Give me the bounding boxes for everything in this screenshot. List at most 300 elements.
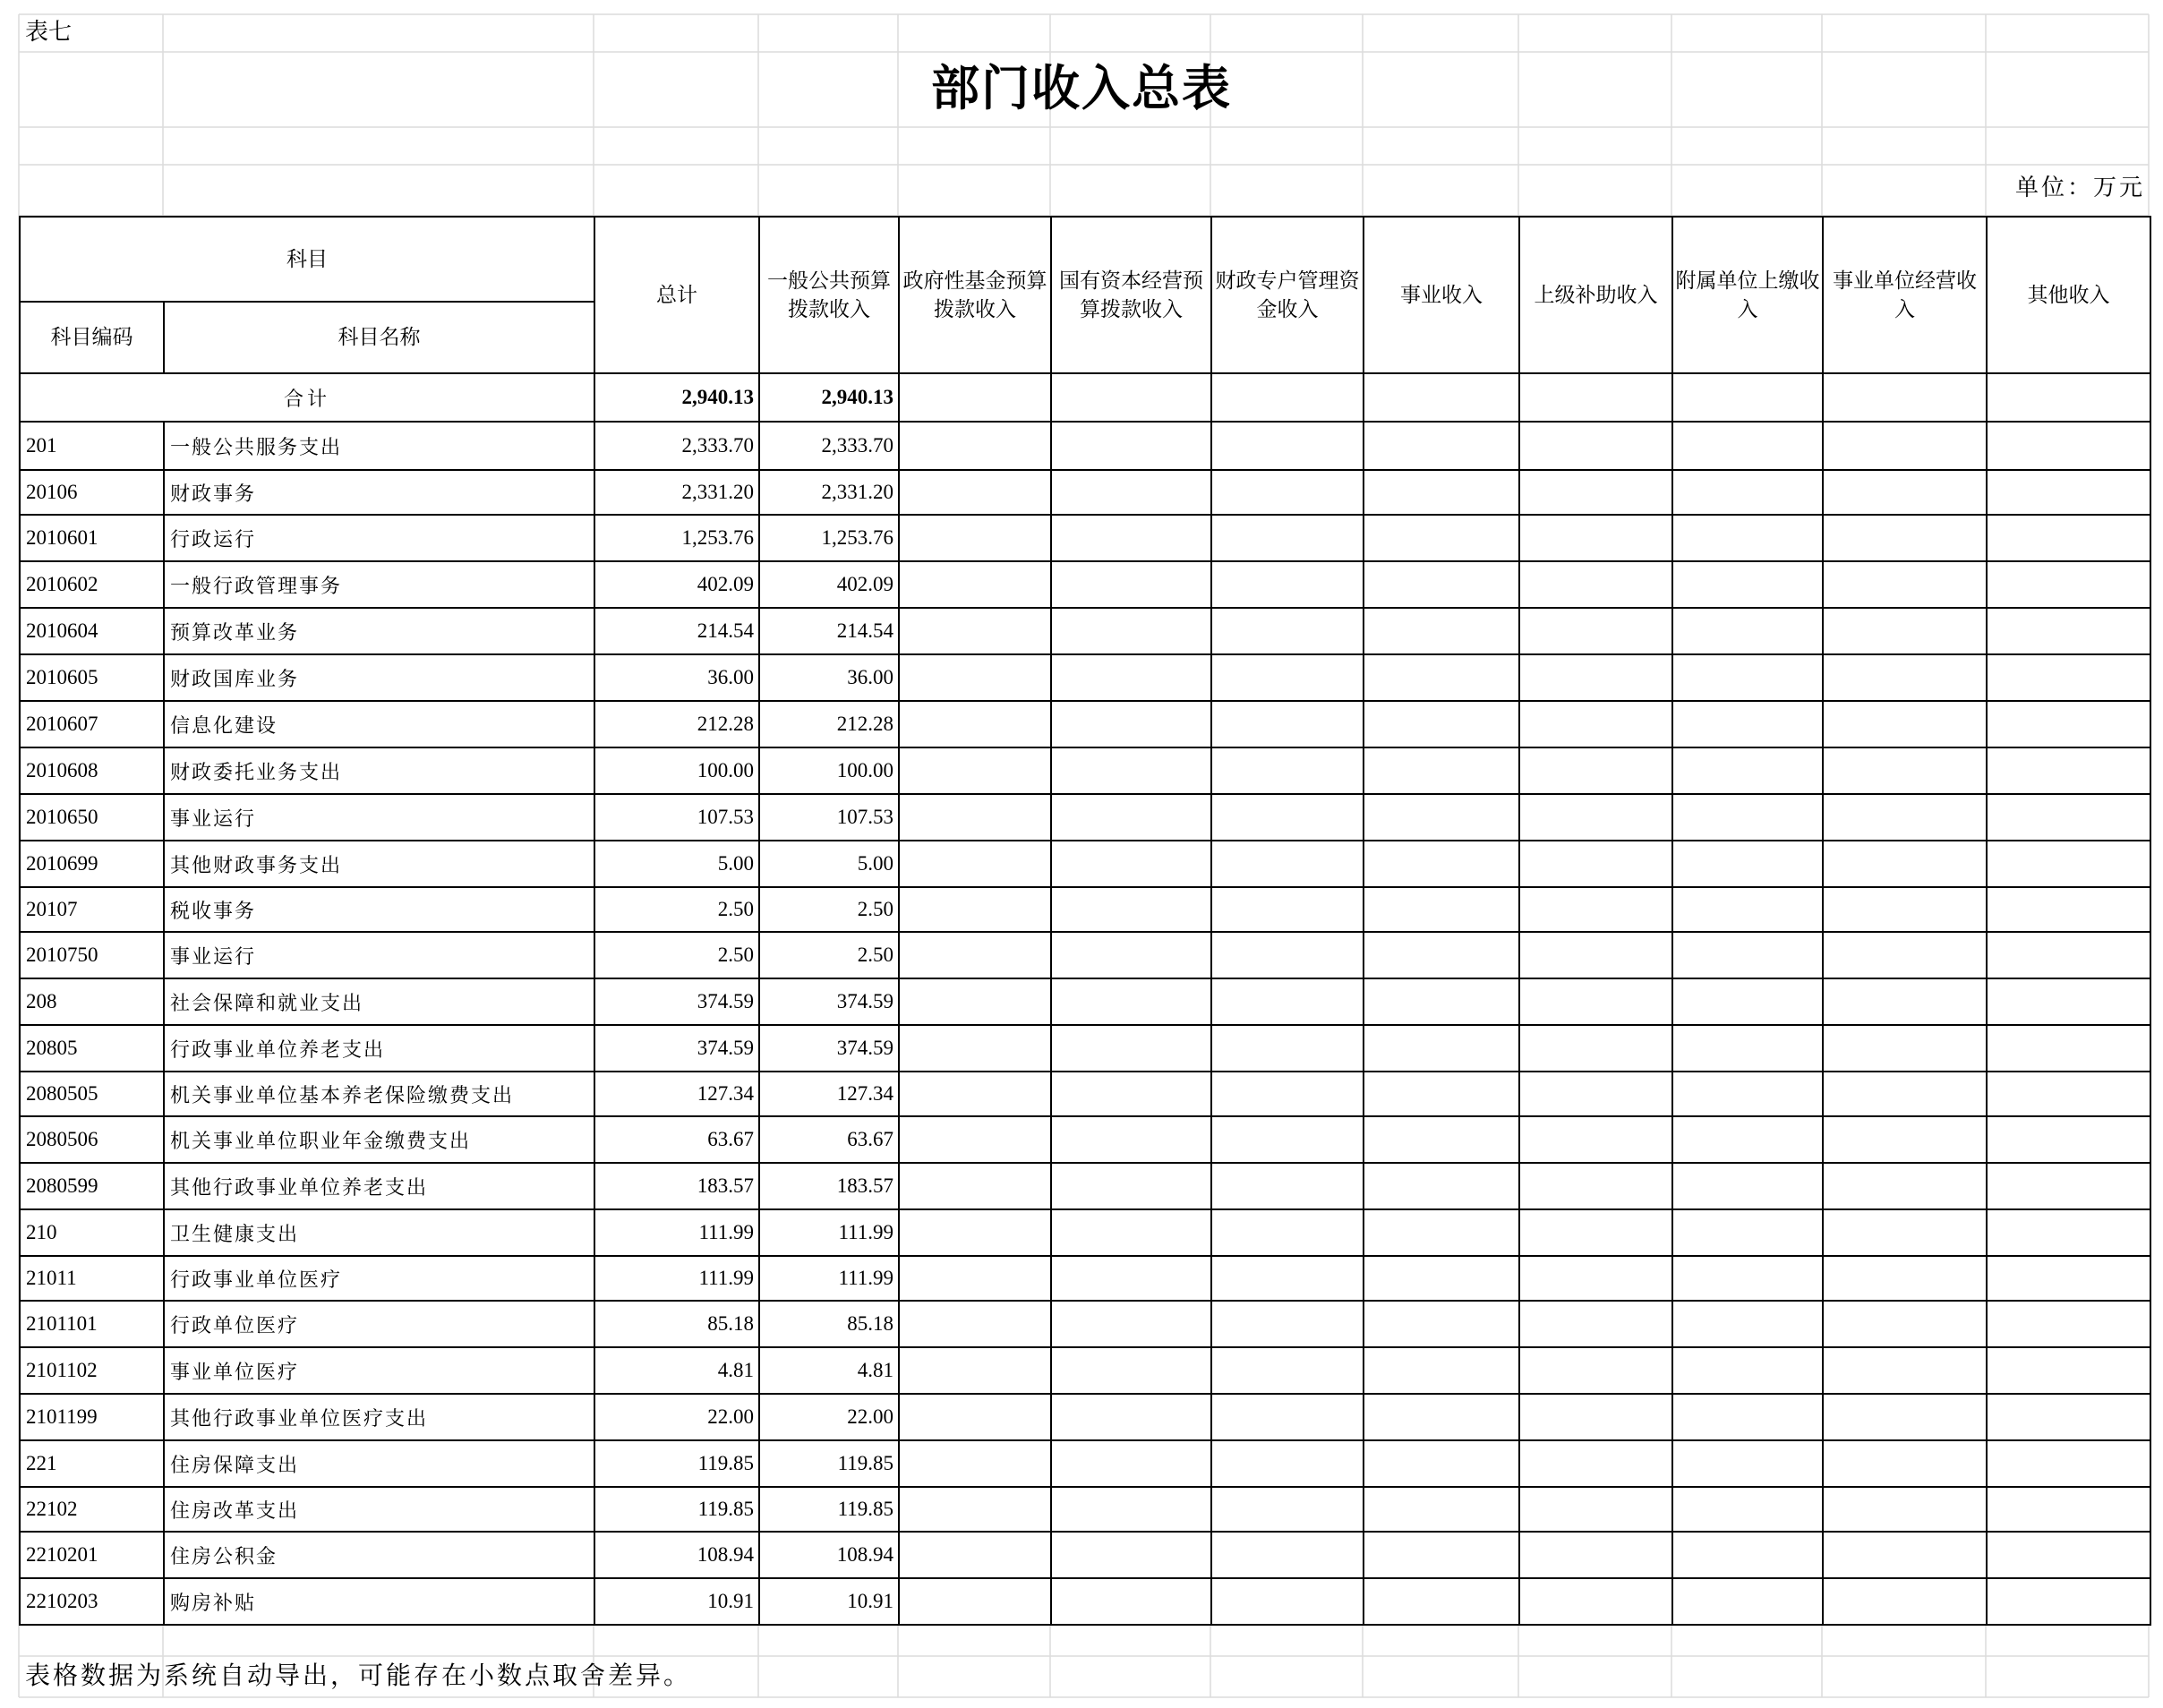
header-total: 总计 bbox=[594, 217, 759, 373]
row-empty-cell bbox=[1672, 422, 1823, 470]
row-empty-cell bbox=[1823, 1487, 1987, 1532]
row-empty-cell bbox=[1364, 608, 1519, 654]
table-row bbox=[20, 1347, 2150, 1394]
row-empty-cell bbox=[1987, 1256, 2150, 1301]
row-empty-cell bbox=[1364, 978, 1519, 1025]
row-general-budget: 127.34 bbox=[759, 1072, 899, 1116]
row-empty-cell bbox=[1211, 1301, 1364, 1347]
row-empty-cell bbox=[1987, 654, 2150, 701]
row-empty-cell bbox=[1823, 1025, 1987, 1072]
table-row bbox=[20, 1578, 2150, 1625]
row-empty-cell bbox=[1987, 841, 2150, 887]
row-empty-cell bbox=[1364, 701, 1519, 747]
header-other-income: 其他收入 bbox=[1987, 217, 2150, 373]
total-label: 合计 bbox=[20, 373, 594, 422]
row-empty-cell bbox=[1519, 701, 1672, 747]
table-row bbox=[20, 1440, 2150, 1487]
row-name: 其他行政事业单位医疗支出 bbox=[164, 1394, 594, 1440]
row-total: 85.18 bbox=[594, 1301, 759, 1347]
row-code: 2010601 bbox=[20, 515, 164, 561]
row-general-budget: 119.85 bbox=[759, 1440, 899, 1487]
row-empty-cell bbox=[1364, 561, 1519, 608]
row-empty-cell bbox=[1519, 1116, 1672, 1163]
row-empty-cell bbox=[1051, 1072, 1211, 1116]
row-empty-cell bbox=[1211, 978, 1364, 1025]
table-row bbox=[20, 841, 2150, 887]
row-empty-cell bbox=[899, 1072, 1051, 1116]
row-total: 374.59 bbox=[594, 1025, 759, 1072]
row-empty-cell bbox=[899, 841, 1051, 887]
row-empty-cell bbox=[1672, 747, 1823, 794]
header-special-account: 财政专户管理资金收入 bbox=[1211, 217, 1364, 373]
row-empty-cell bbox=[1519, 1440, 1672, 1487]
row-empty-cell bbox=[1211, 470, 1364, 515]
row-general-budget: 119.85 bbox=[759, 1487, 899, 1532]
row-empty-cell bbox=[899, 1532, 1051, 1578]
table-row bbox=[20, 422, 2150, 470]
row-general-budget: 5.00 bbox=[759, 841, 899, 887]
row-general-budget: 2.50 bbox=[759, 932, 899, 978]
row-general-budget: 63.67 bbox=[759, 1116, 899, 1163]
row-empty-cell bbox=[1364, 654, 1519, 701]
row-general-budget: 111.99 bbox=[759, 1209, 899, 1256]
row-empty-cell bbox=[1672, 978, 1823, 1025]
row-empty-cell bbox=[1672, 608, 1823, 654]
row-total: 402.09 bbox=[594, 561, 759, 608]
row-code: 2101102 bbox=[20, 1347, 164, 1394]
row-code: 2010605 bbox=[20, 654, 164, 701]
row-name: 其他财政事务支出 bbox=[164, 841, 594, 887]
row-name: 财政委托业务支出 bbox=[164, 747, 594, 794]
table-row bbox=[20, 978, 2150, 1025]
row-code: 210 bbox=[20, 1209, 164, 1256]
row-empty-cell bbox=[899, 701, 1051, 747]
row-name: 一般行政管理事务 bbox=[164, 561, 594, 608]
row-empty-cell bbox=[1672, 1347, 1823, 1394]
row-general-budget: 183.57 bbox=[759, 1163, 899, 1209]
table-row bbox=[20, 654, 2150, 701]
row-empty-cell bbox=[1672, 701, 1823, 747]
row-empty-cell bbox=[1672, 1578, 1823, 1625]
row-empty-cell bbox=[1519, 841, 1672, 887]
row-empty-cell bbox=[1211, 1394, 1364, 1440]
row-empty-cell bbox=[1211, 701, 1364, 747]
row-empty-cell bbox=[1519, 1532, 1672, 1578]
row-empty-cell bbox=[1211, 932, 1364, 978]
row-empty-cell bbox=[1519, 422, 1672, 470]
row-name: 机关事业单位职业年金缴费支出 bbox=[164, 1116, 594, 1163]
row-empty-cell bbox=[1823, 1163, 1987, 1209]
row-total: 108.94 bbox=[594, 1532, 759, 1578]
row-empty-cell bbox=[1364, 1487, 1519, 1532]
row-name: 社会保障和就业支出 bbox=[164, 978, 594, 1025]
row-empty-cell bbox=[899, 1347, 1051, 1394]
row-empty-cell bbox=[1987, 561, 2150, 608]
row-empty-cell bbox=[1987, 1163, 2150, 1209]
row-name: 事业运行 bbox=[164, 932, 594, 978]
row-empty-cell bbox=[1987, 932, 2150, 978]
row-empty-cell bbox=[1987, 1116, 2150, 1163]
row-empty-cell bbox=[1211, 422, 1364, 470]
row-empty-cell bbox=[1051, 1163, 1211, 1209]
row-empty-cell bbox=[899, 608, 1051, 654]
row-name: 机关事业单位基本养老保险缴费支出 bbox=[164, 1072, 594, 1116]
row-general-budget: 22.00 bbox=[759, 1394, 899, 1440]
row-total: 63.67 bbox=[594, 1116, 759, 1163]
row-empty-cell bbox=[1987, 470, 2150, 515]
row-empty-cell bbox=[1051, 932, 1211, 978]
row-empty-cell bbox=[899, 1440, 1051, 1487]
row-empty-cell bbox=[1672, 932, 1823, 978]
row-general-budget: 214.54 bbox=[759, 608, 899, 654]
total-row bbox=[20, 373, 2150, 422]
row-name: 财政事务 bbox=[164, 470, 594, 515]
row-empty-cell bbox=[1987, 608, 2150, 654]
row-empty-cell bbox=[1672, 1163, 1823, 1209]
row-empty-cell bbox=[1672, 470, 1823, 515]
row-empty-cell bbox=[1364, 470, 1519, 515]
row-empty-cell bbox=[1211, 1347, 1364, 1394]
row-empty-cell bbox=[899, 932, 1051, 978]
row-empty-cell bbox=[1364, 1116, 1519, 1163]
row-empty-cell bbox=[1519, 470, 1672, 515]
row-empty-cell bbox=[1051, 1487, 1211, 1532]
table-row bbox=[20, 1072, 2150, 1116]
row-general-budget: 374.59 bbox=[759, 978, 899, 1025]
row-total: 111.99 bbox=[594, 1209, 759, 1256]
row-total: 2.50 bbox=[594, 887, 759, 932]
row-empty-cell bbox=[899, 1578, 1051, 1625]
row-empty-cell bbox=[1519, 1256, 1672, 1301]
row-total: 22.00 bbox=[594, 1394, 759, 1440]
row-empty-cell bbox=[1051, 1440, 1211, 1487]
row-name: 税收事务 bbox=[164, 887, 594, 932]
row-total: 5.00 bbox=[594, 841, 759, 887]
row-empty-cell bbox=[1051, 470, 1211, 515]
row-empty-cell bbox=[1987, 1025, 2150, 1072]
row-empty-cell bbox=[899, 978, 1051, 1025]
row-empty-cell bbox=[1987, 887, 2150, 932]
row-general-budget: 10.91 bbox=[759, 1578, 899, 1625]
row-code: 201 bbox=[20, 422, 164, 470]
row-empty-cell bbox=[1051, 1578, 1211, 1625]
table-row bbox=[20, 1532, 2150, 1578]
row-empty-cell bbox=[899, 1394, 1051, 1440]
row-empty-cell bbox=[1672, 1256, 1823, 1301]
row-empty-cell bbox=[1364, 1440, 1519, 1487]
row-empty-cell bbox=[1051, 1347, 1211, 1394]
table-row bbox=[20, 470, 2150, 515]
row-empty-cell bbox=[1987, 701, 2150, 747]
total-general-budget: 2,940.13 bbox=[759, 373, 899, 422]
row-total: 374.59 bbox=[594, 978, 759, 1025]
row-empty-cell bbox=[1823, 1347, 1987, 1394]
row-code: 22102 bbox=[20, 1487, 164, 1532]
row-empty-cell bbox=[1672, 1025, 1823, 1072]
row-empty-cell bbox=[1519, 1072, 1672, 1116]
row-empty-cell bbox=[1672, 841, 1823, 887]
row-code: 2010602 bbox=[20, 561, 164, 608]
row-empty-cell bbox=[899, 794, 1051, 841]
row-total: 111.99 bbox=[594, 1256, 759, 1301]
row-empty-cell bbox=[1987, 1440, 2150, 1487]
row-empty-cell bbox=[1823, 515, 1987, 561]
table-row bbox=[20, 794, 2150, 841]
row-empty-cell bbox=[899, 747, 1051, 794]
row-empty-cell bbox=[1364, 932, 1519, 978]
row-empty-cell bbox=[1211, 1072, 1364, 1116]
row-empty-cell bbox=[1211, 1487, 1364, 1532]
row-name: 一般公共服务支出 bbox=[164, 422, 594, 470]
row-code: 2010607 bbox=[20, 701, 164, 747]
row-name: 事业单位医疗 bbox=[164, 1347, 594, 1394]
row-empty-cell bbox=[1364, 1209, 1519, 1256]
row-total: 119.85 bbox=[594, 1440, 759, 1487]
row-code: 221 bbox=[20, 1440, 164, 1487]
row-empty-cell bbox=[1672, 654, 1823, 701]
row-empty-cell bbox=[1211, 654, 1364, 701]
header-subject-code: 科目编码 bbox=[20, 302, 164, 373]
row-code: 2010750 bbox=[20, 932, 164, 978]
row-empty-cell bbox=[899, 654, 1051, 701]
row-general-budget: 36.00 bbox=[759, 654, 899, 701]
row-empty-cell bbox=[1364, 1578, 1519, 1625]
row-code: 20106 bbox=[20, 470, 164, 515]
row-empty-cell bbox=[1823, 794, 1987, 841]
row-code: 20805 bbox=[20, 1025, 164, 1072]
row-empty-cell bbox=[1211, 747, 1364, 794]
row-empty-cell bbox=[1823, 1394, 1987, 1440]
row-empty-cell bbox=[1519, 1578, 1672, 1625]
row-empty-cell bbox=[1051, 1301, 1211, 1347]
table-row bbox=[20, 1163, 2150, 1209]
row-name: 信息化建设 bbox=[164, 701, 594, 747]
row-name: 购房补贴 bbox=[164, 1578, 594, 1625]
row-empty-cell bbox=[899, 1256, 1051, 1301]
row-total: 100.00 bbox=[594, 747, 759, 794]
row-empty-cell bbox=[1051, 1394, 1211, 1440]
table-row bbox=[20, 1025, 2150, 1072]
row-empty-cell bbox=[1364, 1347, 1519, 1394]
row-empty-cell bbox=[1364, 1072, 1519, 1116]
row-empty-cell bbox=[1519, 1394, 1672, 1440]
row-general-budget: 374.59 bbox=[759, 1025, 899, 1072]
row-empty-cell bbox=[1672, 1116, 1823, 1163]
table-row bbox=[20, 561, 2150, 608]
row-empty-cell bbox=[1211, 1163, 1364, 1209]
row-empty-cell bbox=[1823, 1116, 1987, 1163]
row-empty-cell bbox=[1051, 1532, 1211, 1578]
row-empty-cell bbox=[1211, 794, 1364, 841]
row-empty-cell bbox=[1051, 1116, 1211, 1163]
row-total: 2,331.20 bbox=[594, 470, 759, 515]
row-empty-cell bbox=[1051, 422, 1211, 470]
row-empty-cell bbox=[1519, 608, 1672, 654]
row-empty-cell bbox=[1987, 1072, 2150, 1116]
row-empty-cell bbox=[1823, 1440, 1987, 1487]
row-empty-cell bbox=[1519, 747, 1672, 794]
row-name: 行政运行 bbox=[164, 515, 594, 561]
row-general-budget: 2,331.20 bbox=[759, 470, 899, 515]
row-code: 2210201 bbox=[20, 1532, 164, 1578]
row-empty-cell bbox=[1211, 1256, 1364, 1301]
table-row bbox=[20, 1394, 2150, 1440]
row-empty-cell bbox=[1823, 747, 1987, 794]
row-code: 2080505 bbox=[20, 1072, 164, 1116]
table-row bbox=[20, 1116, 2150, 1163]
row-empty-cell bbox=[1519, 1163, 1672, 1209]
row-empty-cell bbox=[1051, 515, 1211, 561]
page-title: 部门收入总表 bbox=[931, 59, 1232, 116]
unit-label: 单位：万元 bbox=[2014, 175, 2145, 201]
row-empty-cell bbox=[1051, 747, 1211, 794]
row-empty-cell bbox=[1051, 841, 1211, 887]
row-empty-cell bbox=[1051, 608, 1211, 654]
row-code: 20107 bbox=[20, 887, 164, 932]
row-empty-cell bbox=[1519, 654, 1672, 701]
row-total: 119.85 bbox=[594, 1487, 759, 1532]
row-empty-cell bbox=[1051, 1209, 1211, 1256]
table-row bbox=[20, 887, 2150, 932]
table-row bbox=[20, 701, 2150, 747]
row-empty-cell bbox=[1672, 561, 1823, 608]
row-general-budget: 2,333.70 bbox=[759, 422, 899, 470]
row-empty-cell bbox=[899, 422, 1051, 470]
row-general-budget: 4.81 bbox=[759, 1347, 899, 1394]
row-empty-cell bbox=[1051, 1256, 1211, 1301]
row-name: 住房公积金 bbox=[164, 1532, 594, 1578]
row-general-budget: 107.53 bbox=[759, 794, 899, 841]
row-code: 2101199 bbox=[20, 1394, 164, 1440]
row-empty-cell bbox=[1823, 1256, 1987, 1301]
row-name: 行政单位医疗 bbox=[164, 1301, 594, 1347]
row-empty-cell bbox=[1672, 1394, 1823, 1440]
row-empty-cell bbox=[1987, 978, 2150, 1025]
row-total: 212.28 bbox=[594, 701, 759, 747]
row-total: 183.57 bbox=[594, 1163, 759, 1209]
header-government-fund: 政府性基金预算拨款收入 bbox=[899, 217, 1051, 373]
row-empty-cell bbox=[1987, 794, 2150, 841]
row-total: 10.91 bbox=[594, 1578, 759, 1625]
row-total: 2,333.70 bbox=[594, 422, 759, 470]
row-empty-cell bbox=[1364, 1256, 1519, 1301]
row-empty-cell bbox=[1364, 422, 1519, 470]
row-code: 2010650 bbox=[20, 794, 164, 841]
sheet-label: 表七 bbox=[25, 19, 73, 46]
row-empty-cell bbox=[1211, 515, 1364, 561]
row-total: 1,253.76 bbox=[594, 515, 759, 561]
row-total: 107.53 bbox=[594, 794, 759, 841]
header-business-operation: 事业单位经营收入 bbox=[1823, 217, 1987, 373]
footer-note: 表格数据为系统自动导出，可能存在小数点取舍差异。 bbox=[25, 1661, 692, 1690]
row-empty-cell bbox=[1519, 1209, 1672, 1256]
row-empty-cell bbox=[1364, 1301, 1519, 1347]
row-total: 4.81 bbox=[594, 1347, 759, 1394]
row-empty-cell bbox=[1051, 654, 1211, 701]
header-general-budget: 一般公共预算拨款收入 bbox=[759, 217, 899, 373]
row-empty-cell bbox=[1823, 470, 1987, 515]
row-empty-cell bbox=[1987, 422, 2150, 470]
header-superior-subsidy: 上级补助收入 bbox=[1519, 217, 1672, 373]
row-empty-cell bbox=[1519, 932, 1672, 978]
row-empty-cell bbox=[1211, 1116, 1364, 1163]
row-empty-cell bbox=[1823, 1532, 1987, 1578]
row-empty-cell bbox=[1211, 1578, 1364, 1625]
header-state-capital: 国有资本经营预算拨款收入 bbox=[1051, 217, 1211, 373]
row-empty-cell bbox=[1364, 515, 1519, 561]
row-name: 预算改革业务 bbox=[164, 608, 594, 654]
row-empty-cell bbox=[1519, 978, 1672, 1025]
row-empty-cell bbox=[1823, 841, 1987, 887]
row-code: 2210203 bbox=[20, 1578, 164, 1625]
row-code: 2080599 bbox=[20, 1163, 164, 1209]
row-empty-cell bbox=[1672, 1072, 1823, 1116]
row-empty-cell bbox=[1823, 887, 1987, 932]
row-empty-cell bbox=[1987, 1301, 2150, 1347]
row-empty-cell bbox=[1211, 1025, 1364, 1072]
row-empty-cell bbox=[1672, 1487, 1823, 1532]
row-empty-cell bbox=[1823, 932, 1987, 978]
row-code: 2010604 bbox=[20, 608, 164, 654]
row-code: 2101101 bbox=[20, 1301, 164, 1347]
row-empty-cell bbox=[1987, 1209, 2150, 1256]
row-empty-cell bbox=[1987, 1347, 2150, 1394]
row-empty-cell bbox=[1823, 422, 1987, 470]
row-empty-cell bbox=[1364, 794, 1519, 841]
row-code: 208 bbox=[20, 978, 164, 1025]
table-row bbox=[20, 1209, 2150, 1256]
row-name: 住房保障支出 bbox=[164, 1440, 594, 1487]
row-name: 行政事业单位医疗 bbox=[164, 1256, 594, 1301]
row-empty-cell bbox=[1519, 887, 1672, 932]
row-empty-cell bbox=[1519, 1487, 1672, 1532]
row-code: 2010608 bbox=[20, 747, 164, 794]
row-empty-cell bbox=[1211, 1440, 1364, 1487]
row-empty-cell bbox=[1211, 1532, 1364, 1578]
row-general-budget: 1,253.76 bbox=[759, 515, 899, 561]
row-empty-cell bbox=[1672, 887, 1823, 932]
row-empty-cell bbox=[1364, 1394, 1519, 1440]
header-subject-name: 科目名称 bbox=[164, 302, 594, 373]
row-empty-cell bbox=[1672, 1532, 1823, 1578]
row-empty-cell bbox=[899, 1487, 1051, 1532]
row-empty-cell bbox=[1823, 608, 1987, 654]
row-empty-cell bbox=[1519, 515, 1672, 561]
row-general-budget: 2.50 bbox=[759, 887, 899, 932]
row-empty-cell bbox=[1823, 1578, 1987, 1625]
row-general-budget: 111.99 bbox=[759, 1256, 899, 1301]
row-empty-cell bbox=[899, 1209, 1051, 1256]
income-summary-table bbox=[19, 216, 2151, 1626]
table-row bbox=[20, 1256, 2150, 1301]
row-empty-cell bbox=[1672, 515, 1823, 561]
row-empty-cell bbox=[1519, 1347, 1672, 1394]
row-general-budget: 85.18 bbox=[759, 1301, 899, 1347]
table-row bbox=[20, 932, 2150, 978]
header-business-income: 事业收入 bbox=[1364, 217, 1519, 373]
row-empty-cell bbox=[1211, 608, 1364, 654]
row-empty-cell bbox=[899, 1163, 1051, 1209]
table-row bbox=[20, 608, 2150, 654]
row-general-budget: 100.00 bbox=[759, 747, 899, 794]
row-general-budget: 212.28 bbox=[759, 701, 899, 747]
row-empty-cell bbox=[1823, 654, 1987, 701]
row-empty-cell bbox=[899, 515, 1051, 561]
row-total: 2.50 bbox=[594, 932, 759, 978]
row-empty-cell bbox=[899, 887, 1051, 932]
row-empty-cell bbox=[1051, 794, 1211, 841]
row-total: 127.34 bbox=[594, 1072, 759, 1116]
